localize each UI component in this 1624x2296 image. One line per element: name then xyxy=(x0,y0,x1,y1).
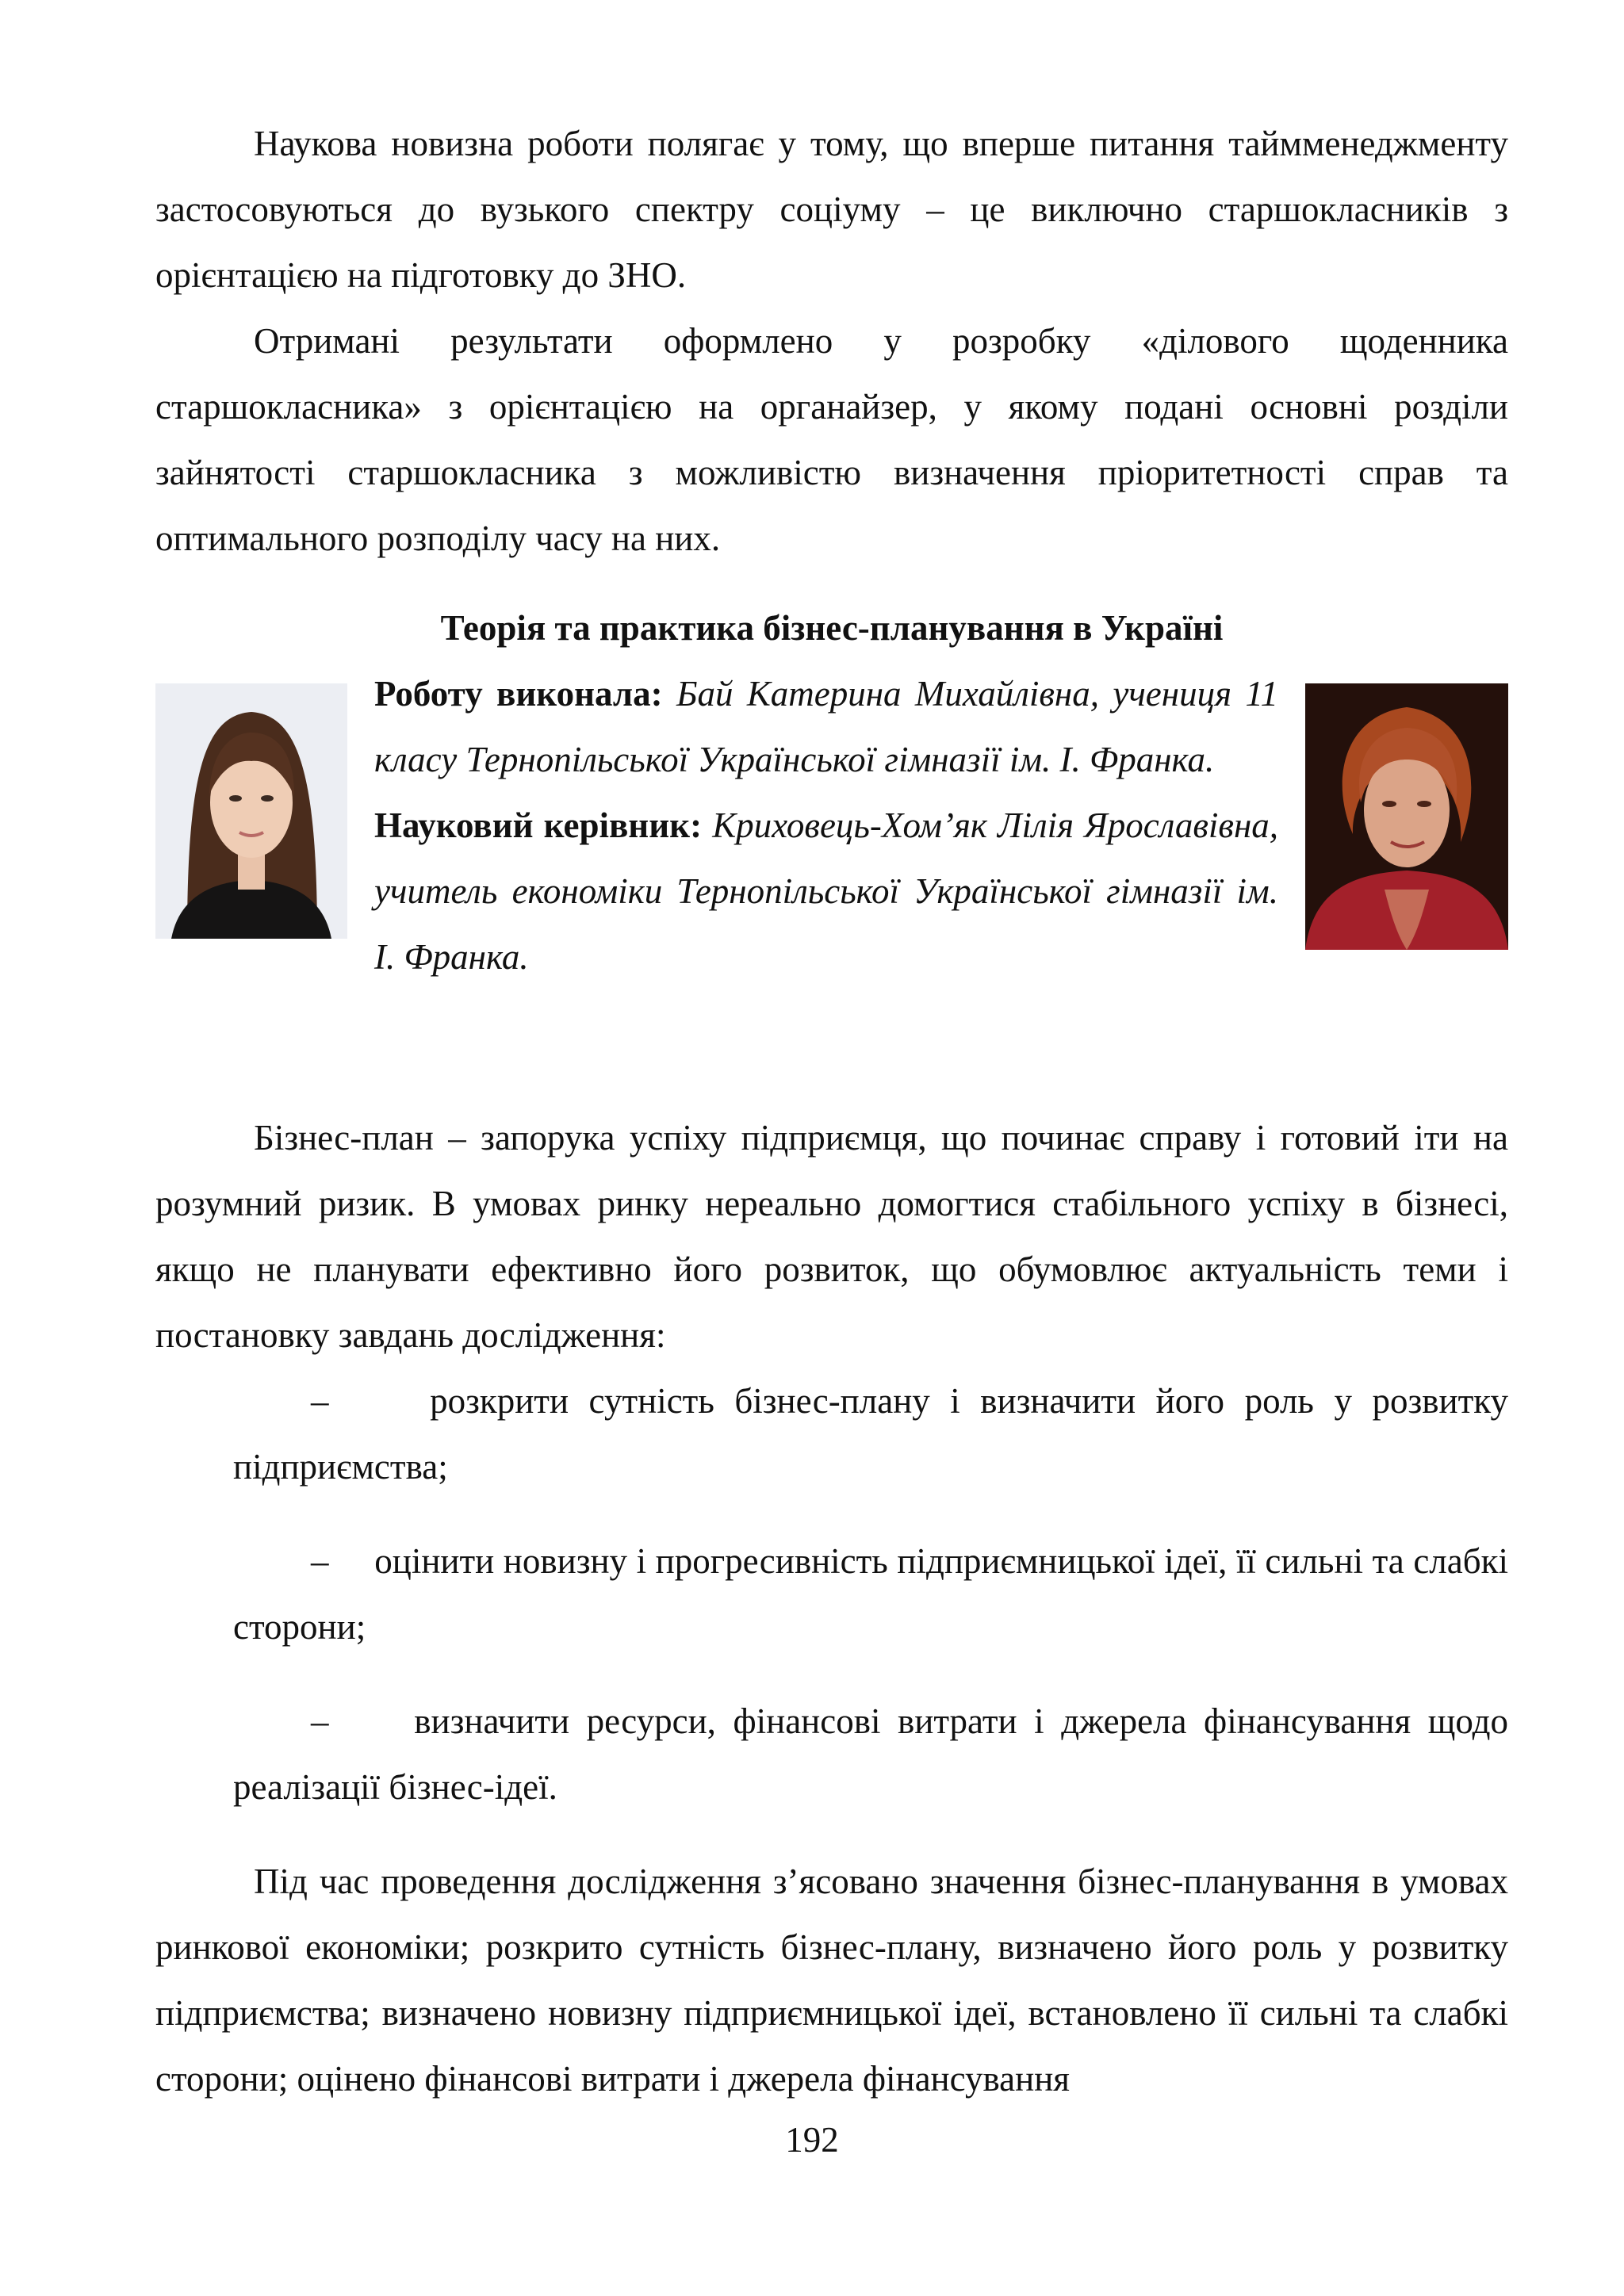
list-dash: – xyxy=(311,1701,329,1741)
list-dash: – xyxy=(311,1541,329,1581)
supervisor-line xyxy=(374,793,1278,990)
authors-block xyxy=(155,661,1508,1105)
intro-paragraph-1: Наукова новизна роботи полягає у тому, що вперше питання таймменеджменту застосовуються до вузького спектру соціуму – це виключно старшокласників з орієнтацією на підготовку до ЗНО. xyxy=(155,124,1508,295)
author-text: Бай Катерина Михайлівна, учениця 11 класу Тернопільської Української гімназії ім. І. Франка. xyxy=(374,674,1278,779)
supervisor-portrait-image xyxy=(1305,683,1508,950)
list-item-text: оцінити новизну і прогресивність підприємницької ідеї, її сильні та слабкі сторони; xyxy=(233,1541,1508,1647)
supervisor-label: Науковий керівник: xyxy=(374,806,703,845)
article-title: Теорія та практика бізнес-планування в Україні xyxy=(440,608,1224,648)
author-label: Роботу виконала: xyxy=(374,674,663,714)
list-dash: – xyxy=(311,1381,329,1421)
intro-paragraph-2: Отримані результати оформлено у розробку «ділового щоденника старшокласника» з орієнтацією на органайзер, у якому подані основні розділи зайнятості старшокласника з можливістю визначення пріоритетності справ та оптимального розподілу часу на них. xyxy=(155,321,1508,558)
supervisor-photo xyxy=(1305,683,1508,950)
author-line xyxy=(374,661,1278,793)
body-paragraph-1: Бізнес-план – запорука успіху підприємця, що починає справу і готовий іти на розумний ризик. В умовах ринку нереально домогтися стабільного успіху в бізнесі, якщо не планувати ефективно його розвиток, що обумовлює актуальність теми і постановку завдань дослідження: xyxy=(155,1118,1508,1355)
list-item-text: розкрити сутність бізнес-плану і визначити його роль у розвитку підприємства; xyxy=(233,1381,1508,1487)
document-page xyxy=(155,111,1508,2112)
student-portrait-image xyxy=(155,683,347,939)
credits-text xyxy=(374,661,1278,990)
page-number: 192 xyxy=(785,2120,839,2160)
supervisor-text: Криховець-Хом’як Лілія Ярославівна, учитель економіки Тернопільської Української гімназії ім. І. Франка. xyxy=(374,806,1279,977)
list-item xyxy=(155,1689,1508,1820)
student-photo xyxy=(155,683,347,939)
list-item-text: визначити ресурси, фінансові витрати і джерела фінансування щодо реалізації бізнес-ідеї. xyxy=(233,1701,1508,1807)
list-item xyxy=(155,1529,1508,1660)
body-paragraph-2: Під час проведення дослідження з’ясовано значення бізнес-планування в умовах ринкової економіки; розкрито сутність бізнес-плану, визначено його роль у розвитку підприємства; визначено новизну підприємницької ідеї, встановлено її сильні та слабкі сторони; оцінено фінансові витрати і джерела фінансування xyxy=(155,1862,1508,2099)
list-item xyxy=(155,1368,1508,1500)
tasks-list xyxy=(155,1368,1508,1820)
